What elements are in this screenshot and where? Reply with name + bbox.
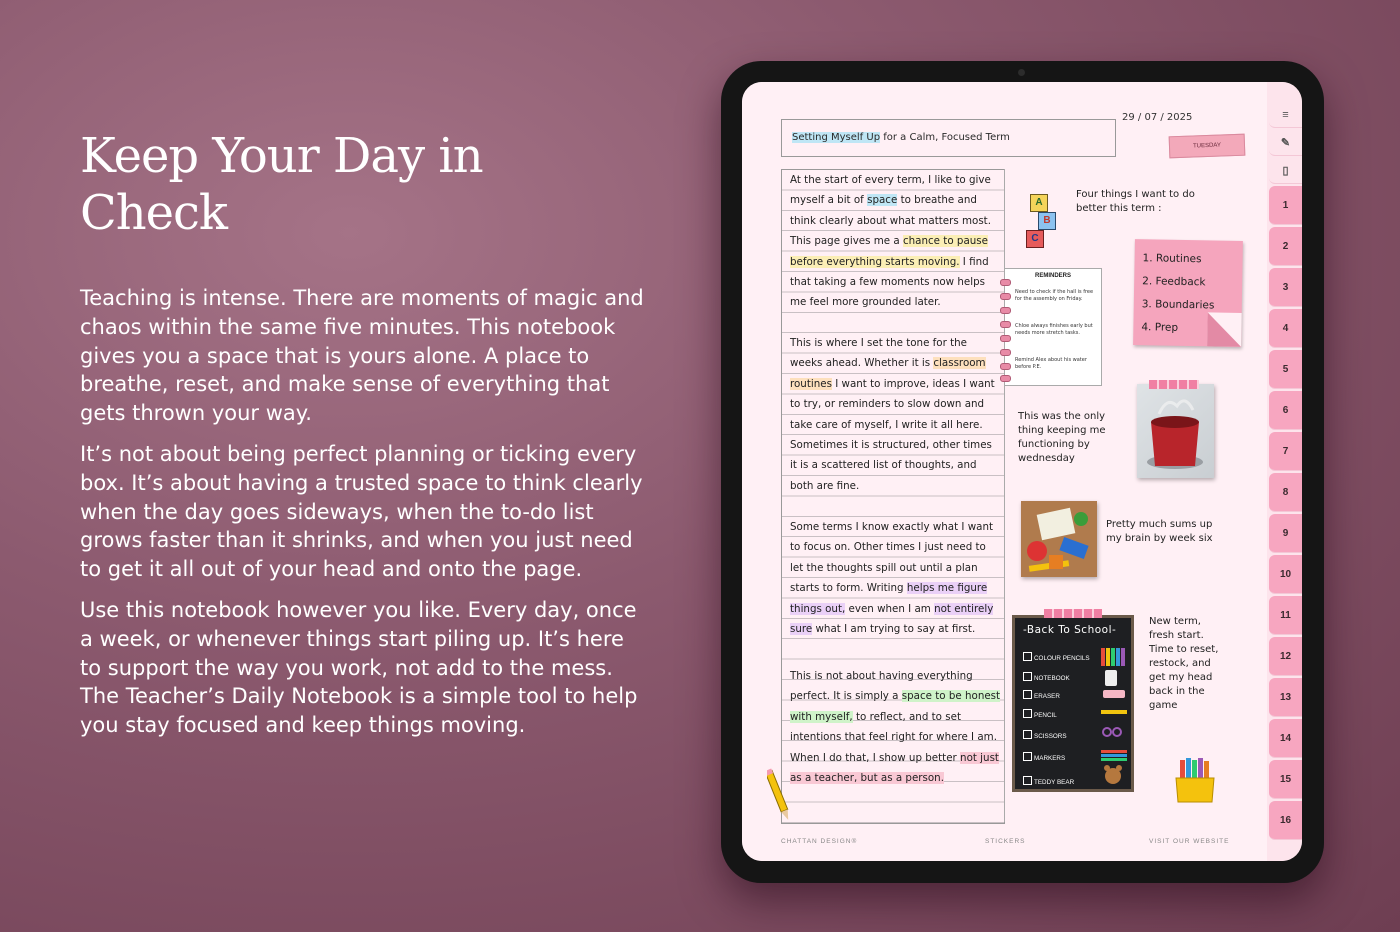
spiral-ring xyxy=(1000,335,1011,342)
reminders-title: REMINDERS xyxy=(1034,273,1071,279)
reminder-item: Need to check if the hall is free for the assembly on Friday. xyxy=(1015,289,1094,302)
tab-4[interactable]: 4 xyxy=(1269,309,1302,348)
pencil-sticker-icon[interactable] xyxy=(767,768,789,824)
spiral-ring xyxy=(1000,321,1011,328)
tab-3[interactable]: 3 xyxy=(1269,268,1302,307)
checklist-item: SCISSORS xyxy=(1023,730,1067,740)
spiral-ring xyxy=(1000,363,1011,370)
washi-tape xyxy=(1044,609,1102,618)
journal-paragraph-1: At the start of every term, I like to give myself a bit of space to breathe and think clearly about what matters most. This page gives me a chance to pause before everything starts moving. I find that taking a few moments now helps me feel more grounded later. xyxy=(790,174,991,309)
tab-9[interactable]: 9 xyxy=(1269,514,1302,553)
desk-clutter-icon xyxy=(1021,501,1097,577)
reminders-notepad[interactable] xyxy=(1004,268,1102,386)
journal-lined-area[interactable] xyxy=(781,169,1005,824)
mug-caption[interactable]: This was the only thing keeping me functioning by wednesday xyxy=(1018,411,1106,464)
page-title xyxy=(792,132,1010,143)
sticky-note[interactable] xyxy=(1133,239,1243,347)
camera-dot xyxy=(1018,69,1025,76)
journal-paragraph-3: Some terms I know exactly what I want to focus on. Other times I just need to let the thoughts spill out until a plan starts to form. Writing helps me figure things out, even when I am not entirely sure what I am trying to say at first. xyxy=(790,521,994,636)
column-divider xyxy=(1004,169,1005,822)
footer-brand[interactable]: CHATTAN DESIGN® xyxy=(781,838,858,845)
checklist-item: TEDDY BEAR xyxy=(1023,776,1074,786)
tab-13[interactable]: 13 xyxy=(1269,678,1302,717)
tab-7[interactable]: 7 xyxy=(1269,432,1302,471)
tab-1[interactable]: 1 xyxy=(1269,186,1302,225)
list-item: 4. Prep xyxy=(1141,321,1179,334)
hero-paragraph: Use this notebook however you like. Every day, once a week, or whenever things start piling up. It’s here to support the way you work, not add to the mess. The Teacher’s Daily Notebook is a simple tool to help you stay focused and keep things moving. xyxy=(80,597,638,738)
menu-icon[interactable]: ≡ xyxy=(1269,102,1302,128)
spiral-ring xyxy=(1000,293,1011,300)
supplies-icons xyxy=(1099,646,1129,786)
checklist-item: ERASER xyxy=(1023,690,1060,700)
spiral-ring xyxy=(1000,279,1011,286)
list-item: 2. Feedback xyxy=(1142,275,1206,289)
hero-body xyxy=(80,284,645,752)
page-date[interactable]: 29 / 07 / 2025 xyxy=(1122,112,1193,123)
abc-blocks-sticker[interactable] xyxy=(1024,194,1060,250)
tab-2[interactable]: 2 xyxy=(1269,227,1302,266)
messy-desk-photo[interactable] xyxy=(1021,501,1097,577)
block-c: C xyxy=(1026,230,1044,248)
crayon-box-icon[interactable] xyxy=(1174,758,1216,804)
chalkboard-title: -Back To School- xyxy=(1023,624,1117,636)
tab-12[interactable]: 12 xyxy=(1269,637,1302,676)
tab-11[interactable]: 11 xyxy=(1269,596,1302,635)
tab-5[interactable]: 5 xyxy=(1269,350,1302,389)
tab-strip xyxy=(1267,82,1302,861)
hero-title: Keep Your Day in Check xyxy=(80,128,483,241)
tab-14[interactable]: 14 xyxy=(1269,719,1302,758)
tablet-screen xyxy=(742,82,1302,861)
tab-15[interactable]: 15 xyxy=(1269,760,1302,799)
list-item: 1. Routines xyxy=(1142,252,1202,266)
footer-stickers-link[interactable]: STICKERS xyxy=(985,838,1026,845)
mug-icon xyxy=(1137,384,1214,478)
tab-8[interactable]: 8 xyxy=(1269,473,1302,512)
tab-6[interactable]: 6 xyxy=(1269,391,1302,430)
checklist-item: COLOUR PENCILS xyxy=(1023,652,1090,662)
journal-paragraph-4: This is not about having everything perfect. It is simply a space to be honest with myself, to reflect, and to set intentions that feel right for where I am. When I do that, I show up better not just as a teacher, but as a person. xyxy=(790,670,1001,785)
list-item: 3. Boundaries xyxy=(1141,298,1215,312)
coffee-mug-photo[interactable] xyxy=(1137,384,1214,478)
day-tag: TUESDAY xyxy=(1169,134,1246,159)
reminder-item: Remind Alex about his water before P.E. xyxy=(1015,357,1087,370)
notebook-page xyxy=(742,82,1267,861)
tab-16[interactable]: 16 xyxy=(1269,801,1302,840)
checklist-item: PENCIL xyxy=(1023,709,1057,719)
spiral-ring xyxy=(1000,349,1011,356)
block-b: B xyxy=(1038,212,1056,230)
pencil-icon[interactable]: ✎ xyxy=(1269,130,1302,156)
page-title-box[interactable] xyxy=(781,119,1116,157)
washi-tape xyxy=(1149,380,1199,389)
title-rest: for a Calm, Focused Term xyxy=(880,132,1010,143)
hero-paragraph: Teaching is intense. There are moments of magic and chaos within the same five minutes. This notebook gives you a space that is yours alone. A place to breathe, reset, and make sense of everything that gets thrown your way. xyxy=(80,286,644,426)
block-a: A xyxy=(1030,194,1048,212)
bookmark-icon[interactable]: ▯ xyxy=(1269,158,1302,184)
spiral-ring xyxy=(1000,307,1011,314)
back-to-school-chalkboard[interactable] xyxy=(1012,615,1134,792)
tab-10[interactable]: 10 xyxy=(1269,555,1302,594)
reminder-item: Chloe always finishes early but needs more stretch tasks. xyxy=(1015,323,1093,336)
tablet-device xyxy=(721,61,1324,883)
four-things-note[interactable]: Four things I want to do better this term : xyxy=(1076,189,1195,214)
journal-paragraph-2: This is where I set the tone for the weeks ahead. Whether it is classroom routines I want to improve, ideas I want to try, or reminders to slow down and take care of myself, I write it all here. Sometimes it is structured, other times it is a scattered list of thoughts, and both are fine. xyxy=(790,337,995,492)
checklist-item: MARKERS xyxy=(1023,752,1065,762)
sticky-fold-corner xyxy=(1207,312,1242,347)
footer-website-link[interactable]: VISIT OUR WEBSITE xyxy=(1149,838,1230,845)
new-term-caption[interactable]: New term, fresh start. Time to reset, restock, and get my head back in the game xyxy=(1149,616,1219,711)
title-highlight: Setting Myself Up xyxy=(792,132,881,143)
spiral-ring xyxy=(1000,375,1011,382)
checklist-item: NOTEBOOK xyxy=(1023,672,1070,682)
brain-caption[interactable]: Pretty much sums up my brain by week six xyxy=(1106,519,1213,544)
hero-paragraph: It’s not about being perfect planning or ticking every box. It’s about having a trusted space to think clearly when the day goes sideways, when the to-do list grows faster than it shrinks, and when you just need to get it all out of your head and onto the page. xyxy=(80,441,643,582)
